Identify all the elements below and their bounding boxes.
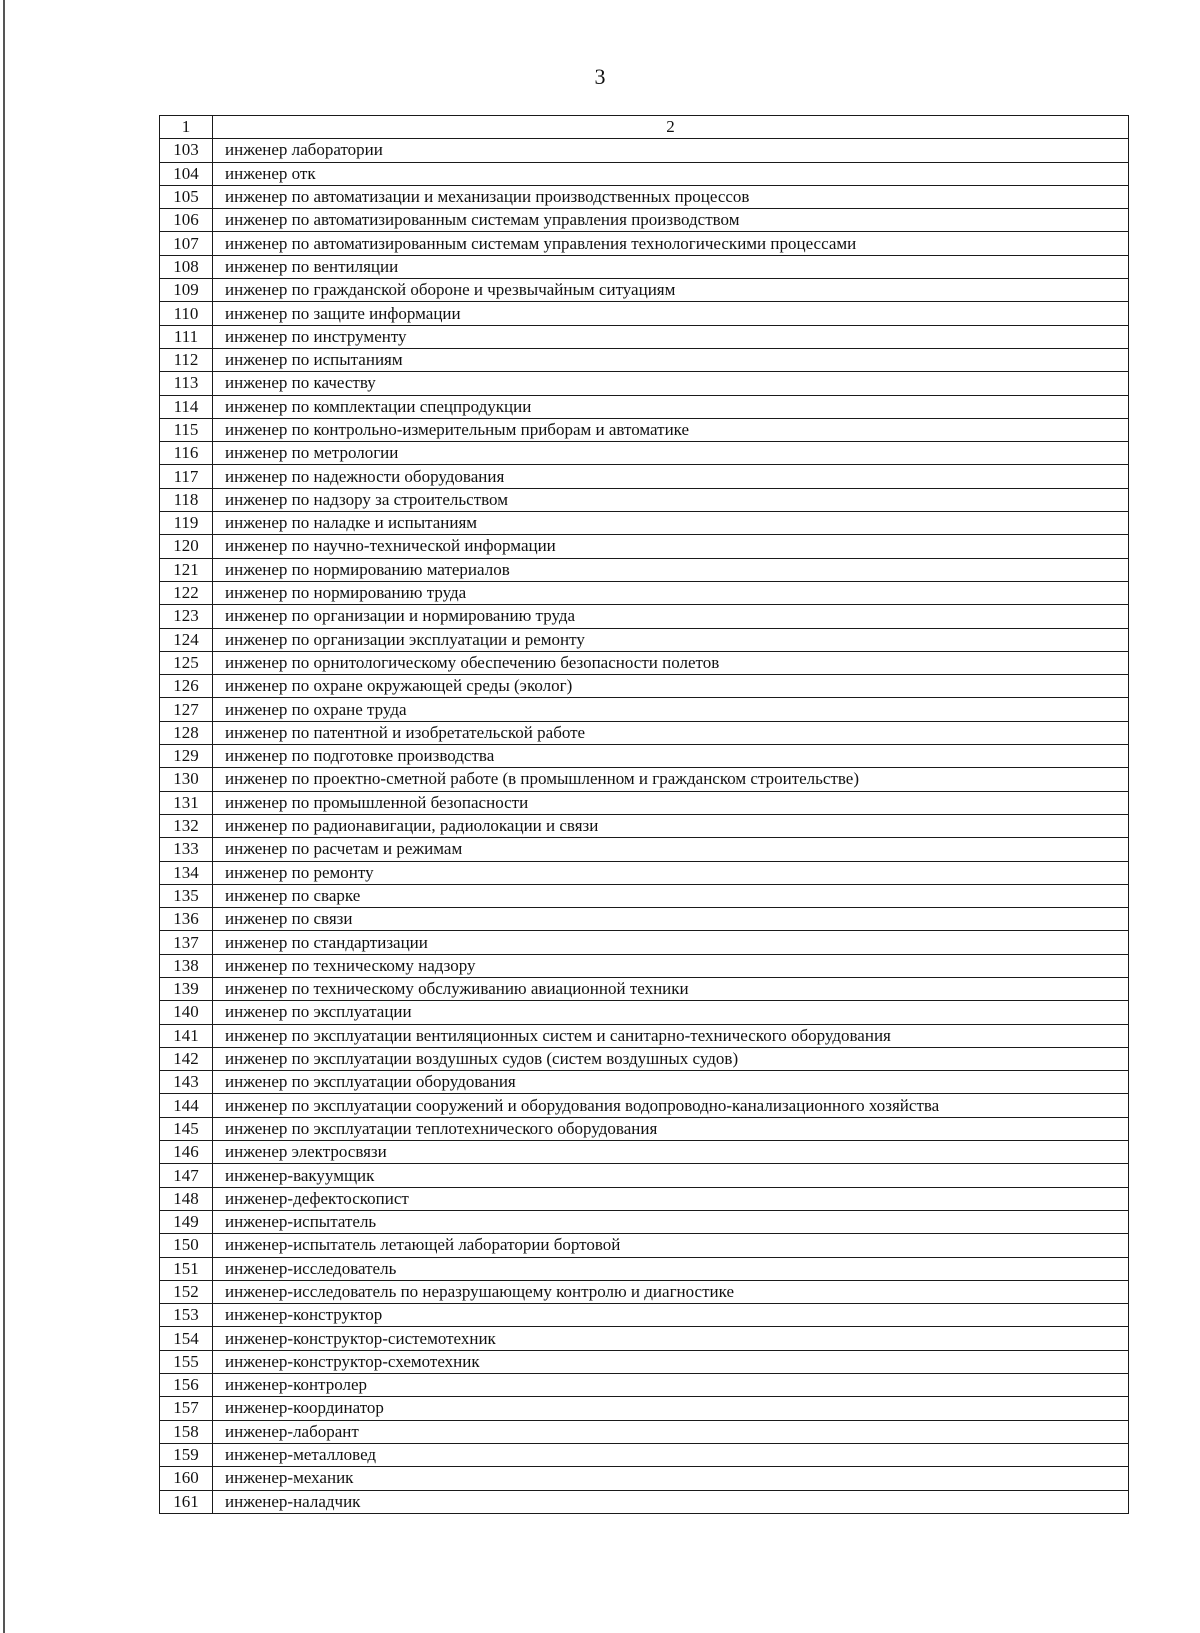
row-number: 113 (160, 372, 213, 395)
row-number: 146 (160, 1141, 213, 1164)
occupation-name: инженер по организации эксплуатации и ремонту (213, 628, 1129, 651)
row-number: 160 (160, 1467, 213, 1490)
row-number: 126 (160, 675, 213, 698)
row-number: 141 (160, 1024, 213, 1047)
occupation-name: инженер по стандартизации (213, 931, 1129, 954)
table-row (160, 488, 1129, 511)
table-row (160, 977, 1129, 1000)
table-row (160, 861, 1129, 884)
table-row (160, 954, 1129, 977)
row-number: 149 (160, 1210, 213, 1233)
table-row (160, 698, 1129, 721)
table-row (160, 1280, 1129, 1303)
table-row (160, 1304, 1129, 1327)
row-number: 109 (160, 279, 213, 302)
table-row (160, 1490, 1129, 1513)
table-row (160, 1467, 1129, 1490)
occupation-name: инженер по эксплуатации оборудования (213, 1071, 1129, 1094)
occupation-name: инженер по вентиляции (213, 255, 1129, 278)
table-row (160, 512, 1129, 535)
header-column-1: 1 (160, 116, 213, 139)
occupation-name: инженер по контрольно-измерительным приборам и автоматике (213, 418, 1129, 441)
row-number: 142 (160, 1047, 213, 1070)
row-number: 125 (160, 651, 213, 674)
row-number: 121 (160, 558, 213, 581)
occupation-name: инженер электросвязи (213, 1141, 1129, 1164)
table-row (160, 745, 1129, 768)
row-number: 159 (160, 1443, 213, 1466)
row-number: 119 (160, 512, 213, 535)
occupation-table-container (159, 115, 1129, 1514)
table-body (160, 139, 1129, 1514)
table-row (160, 675, 1129, 698)
occupation-name: инженер по охране окружающей среды (эколог) (213, 675, 1129, 698)
table-row (160, 884, 1129, 907)
occupation-name: инженер по радионавигации, радиолокации и связи (213, 814, 1129, 837)
row-number: 161 (160, 1490, 213, 1513)
occupation-name: инженер по качеству (213, 372, 1129, 395)
occupation-name: инженер по техническому надзору (213, 954, 1129, 977)
occupation-name: инженер лаборатории (213, 139, 1129, 162)
row-number: 137 (160, 931, 213, 954)
occupation-name: инженер по эксплуатации вентиляционных систем и санитарно-технического оборудования (213, 1024, 1129, 1047)
row-number: 127 (160, 698, 213, 721)
row-number: 110 (160, 302, 213, 325)
table-row (160, 1024, 1129, 1047)
occupation-name: инженер по охране труда (213, 698, 1129, 721)
row-number: 158 (160, 1420, 213, 1443)
row-number: 133 (160, 838, 213, 861)
occupation-name: инженер-металловед (213, 1443, 1129, 1466)
row-number: 134 (160, 861, 213, 884)
occupation-name: инженер по надежности оборудования (213, 465, 1129, 488)
occupation-name: инженер-вакуумщик (213, 1164, 1129, 1187)
table-header (160, 116, 1129, 139)
occupation-name: инженер отк (213, 162, 1129, 185)
occupation-table (159, 115, 1129, 1514)
occupation-name: инженер по комплектации спецпродукции (213, 395, 1129, 418)
table-row (160, 162, 1129, 185)
occupation-name: инженер-конструктор (213, 1304, 1129, 1327)
occupation-name: инженер-испытатель (213, 1210, 1129, 1233)
occupation-name: инженер-наладчик (213, 1490, 1129, 1513)
occupation-name: инженер-испытатель летающей лаборатории бортовой (213, 1234, 1129, 1257)
table-row (160, 1094, 1129, 1117)
table-row (160, 1141, 1129, 1164)
occupation-name: инженер-конструктор-системотехник (213, 1327, 1129, 1350)
header-column-2: 2 (213, 116, 1129, 139)
row-number: 112 (160, 348, 213, 371)
table-row (160, 628, 1129, 651)
row-number: 151 (160, 1257, 213, 1280)
row-number: 106 (160, 209, 213, 232)
row-number: 156 (160, 1374, 213, 1397)
table-row (160, 348, 1129, 371)
occupation-name: инженер по эксплуатации сооружений и оборудования водопроводно-канализационного хозяйства (213, 1094, 1129, 1117)
row-number: 107 (160, 232, 213, 255)
table-row (160, 1164, 1129, 1187)
table-row (160, 1397, 1129, 1420)
row-number: 104 (160, 162, 213, 185)
table-row (160, 418, 1129, 441)
table-row (160, 1420, 1129, 1443)
table-row (160, 232, 1129, 255)
table-row (160, 931, 1129, 954)
row-number: 140 (160, 1001, 213, 1024)
row-number: 116 (160, 442, 213, 465)
occupation-name: инженер-исследователь по неразрушающему контролю и диагностике (213, 1280, 1129, 1303)
occupation-name: инженер по промышленной безопасности (213, 791, 1129, 814)
table-row (160, 255, 1129, 278)
row-number: 129 (160, 745, 213, 768)
row-number: 139 (160, 977, 213, 1000)
row-number: 105 (160, 185, 213, 208)
table-row (160, 139, 1129, 162)
occupation-name: инженер по гражданской обороне и чрезвычайным ситуациям (213, 279, 1129, 302)
table-row (160, 1001, 1129, 1024)
row-number: 155 (160, 1350, 213, 1373)
occupation-name: инженер-конструктор-схемотехник (213, 1350, 1129, 1373)
table-row (160, 791, 1129, 814)
occupation-name: инженер-контролер (213, 1374, 1129, 1397)
occupation-name: инженер по надзору за строительством (213, 488, 1129, 511)
occupation-name: инженер по подготовке производства (213, 745, 1129, 768)
row-number: 145 (160, 1117, 213, 1140)
occupation-name: инженер по эксплуатации теплотехнического оборудования (213, 1117, 1129, 1140)
row-number: 135 (160, 884, 213, 907)
table-row (160, 558, 1129, 581)
row-number: 144 (160, 1094, 213, 1117)
page-number: 3 (594, 64, 606, 89)
row-number: 143 (160, 1071, 213, 1094)
table-row (160, 1257, 1129, 1280)
occupation-name: инженер-координатор (213, 1397, 1129, 1420)
table-row (160, 395, 1129, 418)
table-row (160, 768, 1129, 791)
occupation-name: инженер по организации и нормированию труда (213, 605, 1129, 628)
occupation-name: инженер по нормированию материалов (213, 558, 1129, 581)
occupation-name: инженер по автоматизированным системам управления производством (213, 209, 1129, 232)
row-number: 120 (160, 535, 213, 558)
table-row (160, 372, 1129, 395)
occupation-name: инженер по наладке и испытаниям (213, 512, 1129, 535)
occupation-name: инженер-дефектоскопист (213, 1187, 1129, 1210)
table-row (160, 908, 1129, 931)
occupation-name: инженер по научно-технической информации (213, 535, 1129, 558)
row-number: 132 (160, 814, 213, 837)
row-number: 124 (160, 628, 213, 651)
occupation-name: инженер по связи (213, 908, 1129, 931)
row-number: 153 (160, 1304, 213, 1327)
row-number: 148 (160, 1187, 213, 1210)
occupation-name: инженер по автоматизации и механизации производственных процессов (213, 185, 1129, 208)
table-row (160, 465, 1129, 488)
occupation-name: инженер по расчетам и режимам (213, 838, 1129, 861)
row-number: 103 (160, 139, 213, 162)
row-number: 114 (160, 395, 213, 418)
table-row (160, 721, 1129, 744)
table-row (160, 838, 1129, 861)
table-row (160, 1234, 1129, 1257)
table-row (160, 1327, 1129, 1350)
occupation-name: инженер по нормированию труда (213, 581, 1129, 604)
table-row (160, 442, 1129, 465)
occupation-name: инженер по испытаниям (213, 348, 1129, 371)
row-number: 157 (160, 1397, 213, 1420)
row-number: 136 (160, 908, 213, 931)
occupation-name: инженер по инструменту (213, 325, 1129, 348)
occupation-name: инженер по метрологии (213, 442, 1129, 465)
table-row (160, 1187, 1129, 1210)
row-number: 147 (160, 1164, 213, 1187)
occupation-name: инженер по защите информации (213, 302, 1129, 325)
row-number: 131 (160, 791, 213, 814)
occupation-name: инженер по эксплуатации воздушных судов (систем воздушных судов) (213, 1047, 1129, 1070)
row-number: 115 (160, 418, 213, 441)
row-number: 154 (160, 1327, 213, 1350)
scan-edge-line (3, 0, 5, 1633)
table-row (160, 185, 1129, 208)
row-number: 150 (160, 1234, 213, 1257)
table-row (160, 1047, 1129, 1070)
occupation-name: инженер по автоматизированным системам управления технологическими процессами (213, 232, 1129, 255)
table-row (160, 1350, 1129, 1373)
occupation-name: инженер по проектно-сметной работе (в промышленном и гражданском строительстве) (213, 768, 1129, 791)
table-row (160, 1210, 1129, 1233)
table-row (160, 1374, 1129, 1397)
table-row (160, 302, 1129, 325)
row-number: 152 (160, 1280, 213, 1303)
table-row (160, 1117, 1129, 1140)
table-row (160, 279, 1129, 302)
table-row (160, 605, 1129, 628)
occupation-name: инженер по эксплуатации (213, 1001, 1129, 1024)
table-row (160, 209, 1129, 232)
row-number: 117 (160, 465, 213, 488)
table-row (160, 535, 1129, 558)
row-number: 138 (160, 954, 213, 977)
row-number: 123 (160, 605, 213, 628)
occupation-name: инженер-лаборант (213, 1420, 1129, 1443)
table-row (160, 651, 1129, 674)
occupation-name: инженер по ремонту (213, 861, 1129, 884)
table-row (160, 581, 1129, 604)
row-number: 122 (160, 581, 213, 604)
occupation-name: инженер по орнитологическому обеспечению безопасности полетов (213, 651, 1129, 674)
table-row (160, 325, 1129, 348)
table-row (160, 814, 1129, 837)
occupation-name: инженер-исследователь (213, 1257, 1129, 1280)
occupation-name: инженер по сварке (213, 884, 1129, 907)
occupation-name: инженер по техническому обслуживанию авиационной техники (213, 977, 1129, 1000)
occupation-name: инженер по патентной и изобретательской работе (213, 721, 1129, 744)
row-number: 128 (160, 721, 213, 744)
table-header-row (160, 116, 1129, 139)
row-number: 108 (160, 255, 213, 278)
row-number: 130 (160, 768, 213, 791)
table-row (160, 1443, 1129, 1466)
row-number: 118 (160, 488, 213, 511)
occupation-name: инженер-механик (213, 1467, 1129, 1490)
table-row (160, 1071, 1129, 1094)
row-number: 111 (160, 325, 213, 348)
